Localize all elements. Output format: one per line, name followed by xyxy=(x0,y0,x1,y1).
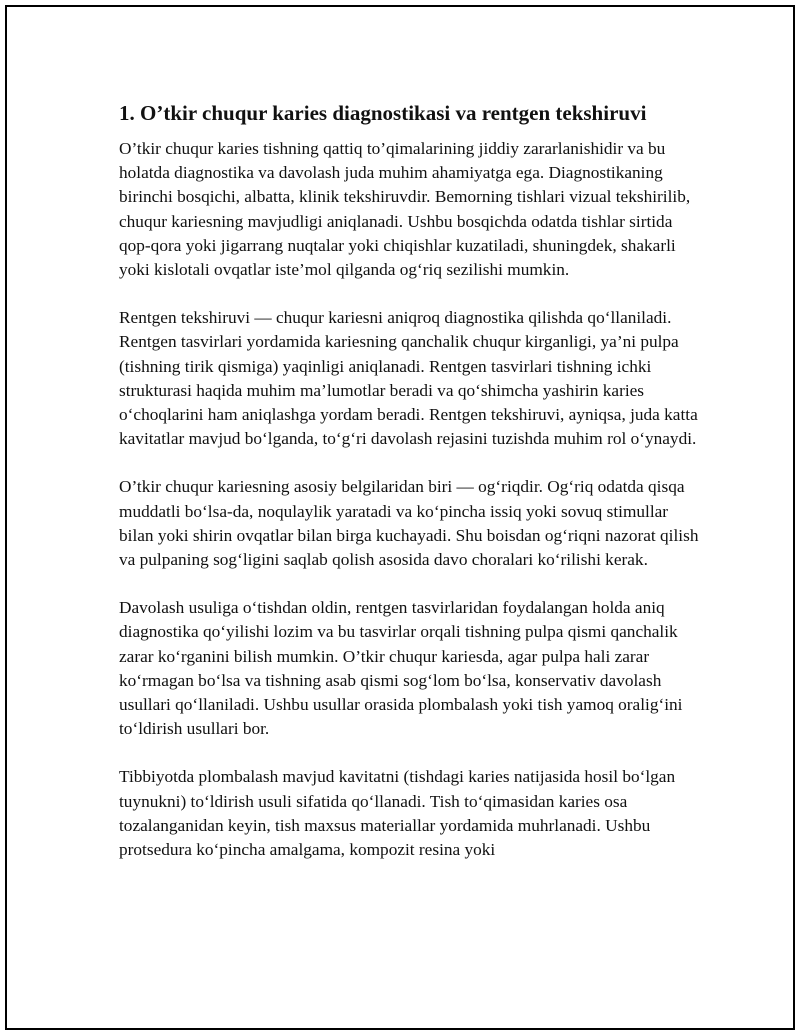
paragraph-5: Tibbiyotda plombalash mavjud kavitatni (tishdagi karies natijasida hosil bo‘lgan tuynukni) to‘ldirish usuli sifatida qo‘llanadi. Tish to‘qimasidan karies osa tozalanganidan keyin, tish maxsus materiallar yordamida muhrlanadi. Ushbu protsedura ko‘pincha amalgama, kompozit resina yoki xyxy=(119,767,676,860)
page-frame xyxy=(5,5,795,1030)
document-body xyxy=(119,99,704,886)
paragraph-3: O’tkir chuqur kariesning asosiy belgilaridan biri — og‘riqdir. Og‘riq odatda qisqa muddatli bo‘lsa-da, noqulaylik yaratadi va ko‘pincha issiq yoki sovuq stimullar bilan yoki shirin ovqatlar bilan birga kuchayadi. Shu boisdan og‘riqni nazorat qilish va pulpaning sog‘ligini saqlab qolish asosida davo choralari ko‘rilishi kerak. xyxy=(119,477,699,570)
paragraph-1: O’tkir chuqur karies tishning qattiq to’qimalarining jiddiy zararlanishidir va bu holatda diagnostika va davolash juda muhim ahamiyatga ega. Diagnostikaning birinchi bosqichi, albatta, klinik tekshiruvdir. Bemorning tishlari vizual tekshirilib, chuqur kariesning mavjudligi aniqlanadi. Ushbu bosqichda odatda tishlar sirtida qop-qora yoki jigarrang nuqtalar yoki chiqishlar kuzatiladi, shuningdek, shakarli yoki kislotali ovqatlar iste’mol qilganda og‘riq sezilishi mumkin. xyxy=(119,139,691,280)
paragraph-2: Rentgen tekshiruvi — chuqur kariesni aniqroq diagnostika qilishda qo‘llaniladi. Rentgen tasvirlari yordamida kariesning qanchalik chuqur kirganligi, ya’ni pulpa (tishning tirik qismiga) yaqinligi aniqlanadi. Rentgen tasvirlari tishning ichki strukturasi haqida muhim ma’lumotlar beradi va qo‘shimcha yashirin karies o‘choqlarini ham aniqlashga yordam beradi. Rentgen tekshiruvi, ayniqsa, juda katta kavitatlar mavjud bo‘lganda, to‘g‘ri davolash rejasini tuzishda muhim rol o‘ynaydi. xyxy=(119,308,698,449)
section-heading: 1. O’tkir chuqur karies diagnostikasi va rentgen tekshiruvi xyxy=(119,101,647,125)
paragraph-4: Davolash usuliga o‘tishdan oldin, rentgen tasvirlaridan foydalangan holda aniq diagnostika qo‘yilishi lozim va bu tasvirlar orqali tishning pulpa qismi qanchalik zarar ko‘rganini bilish mumkin. O’tkir chuqur kariesda, agar pulpa hali zarar ko‘rmagan bo‘lsa va tishning asab qismi sog‘lom bo‘lsa, konservativ davolash usullari qo‘llaniladi. Ushbu usullar orasida plombalash yoki tish yamoq oralig‘ini to‘ldirish usullari bor. xyxy=(119,598,683,739)
